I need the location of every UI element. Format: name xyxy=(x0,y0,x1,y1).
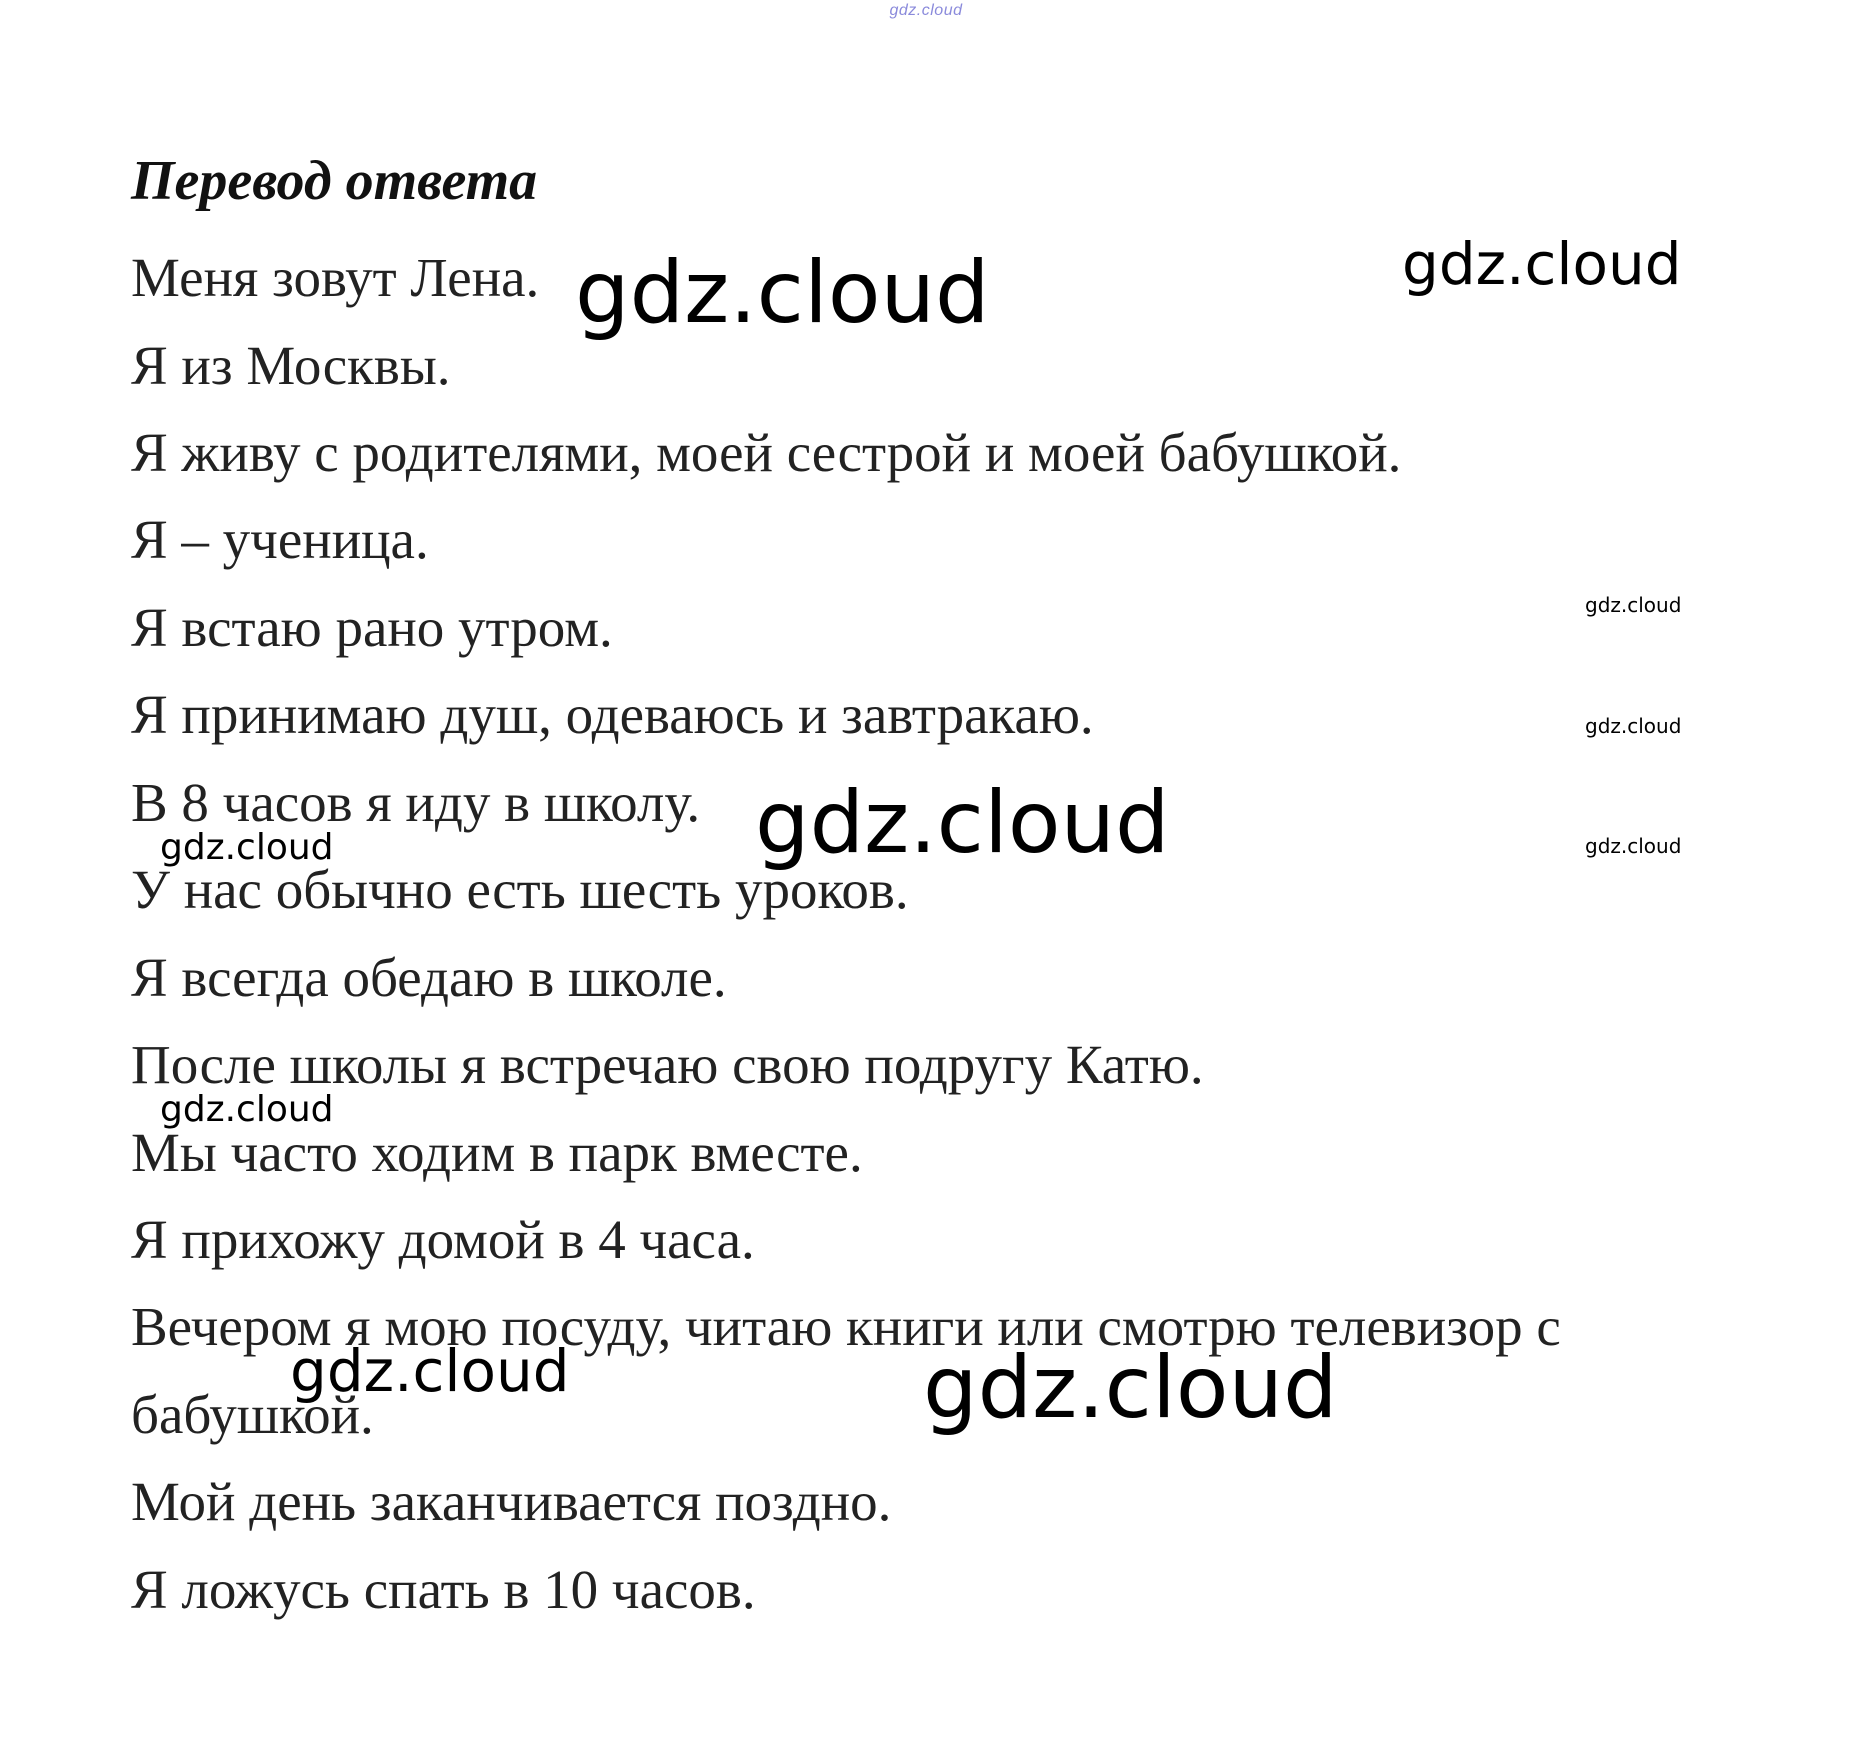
text-line: У нас обычно есть шесть уроков. xyxy=(131,859,909,920)
text-line: Я – ученица. xyxy=(131,509,429,570)
watermark-text: gdz.cloud xyxy=(1585,714,1682,738)
watermark-text: gdz.cloud xyxy=(1402,230,1682,298)
document-title: Перевод ответа xyxy=(131,150,538,212)
text-line: В 8 часов я иду в школу. xyxy=(131,772,701,833)
text-line: Я прихожу домой в 4 часа. xyxy=(131,1209,755,1270)
watermark-text: gdz.cloud xyxy=(755,773,1170,873)
watermark-text: gdz.cloud xyxy=(1585,834,1682,858)
text-line: Мы часто ходим в парк вместе. xyxy=(131,1122,863,1183)
text-line: Меня зовут Лена. xyxy=(131,247,540,308)
watermark-text: gdz.cloud xyxy=(1585,593,1682,617)
text-line: Я принимаю душ, одеваюсь и завтракаю. xyxy=(131,684,1094,745)
text-line: Я встаю рано утром. xyxy=(131,597,613,658)
watermark-text: gdz.cloud xyxy=(923,1338,1338,1438)
text-line: После школы я встречаю свою подругу Катю. xyxy=(131,1034,1204,1095)
watermark-text: gdz.cloud xyxy=(290,1337,570,1405)
watermark-text: gdz.cloud xyxy=(575,243,990,343)
text-line: Вечером я мою посуду, читаю книги или смотрю телевизор с xyxy=(131,1296,1561,1357)
text-line: бабушкой. xyxy=(131,1384,374,1445)
text-line: Я ложусь спать в 10 часов. xyxy=(131,1559,756,1620)
watermark-text: gdz.cloud xyxy=(160,827,334,868)
text-line: Я живу с родителями, моей сестрой и моей бабушкой. xyxy=(131,422,1402,483)
top-watermark: gdz.cloud xyxy=(889,2,963,19)
watermark-text: gdz.cloud xyxy=(160,1089,334,1130)
text-line: Я всегда обедаю в школе. xyxy=(131,947,727,1008)
text-line: Я из Москвы. xyxy=(131,335,451,396)
text-line: Мой день заканчивается поздно. xyxy=(131,1471,892,1532)
